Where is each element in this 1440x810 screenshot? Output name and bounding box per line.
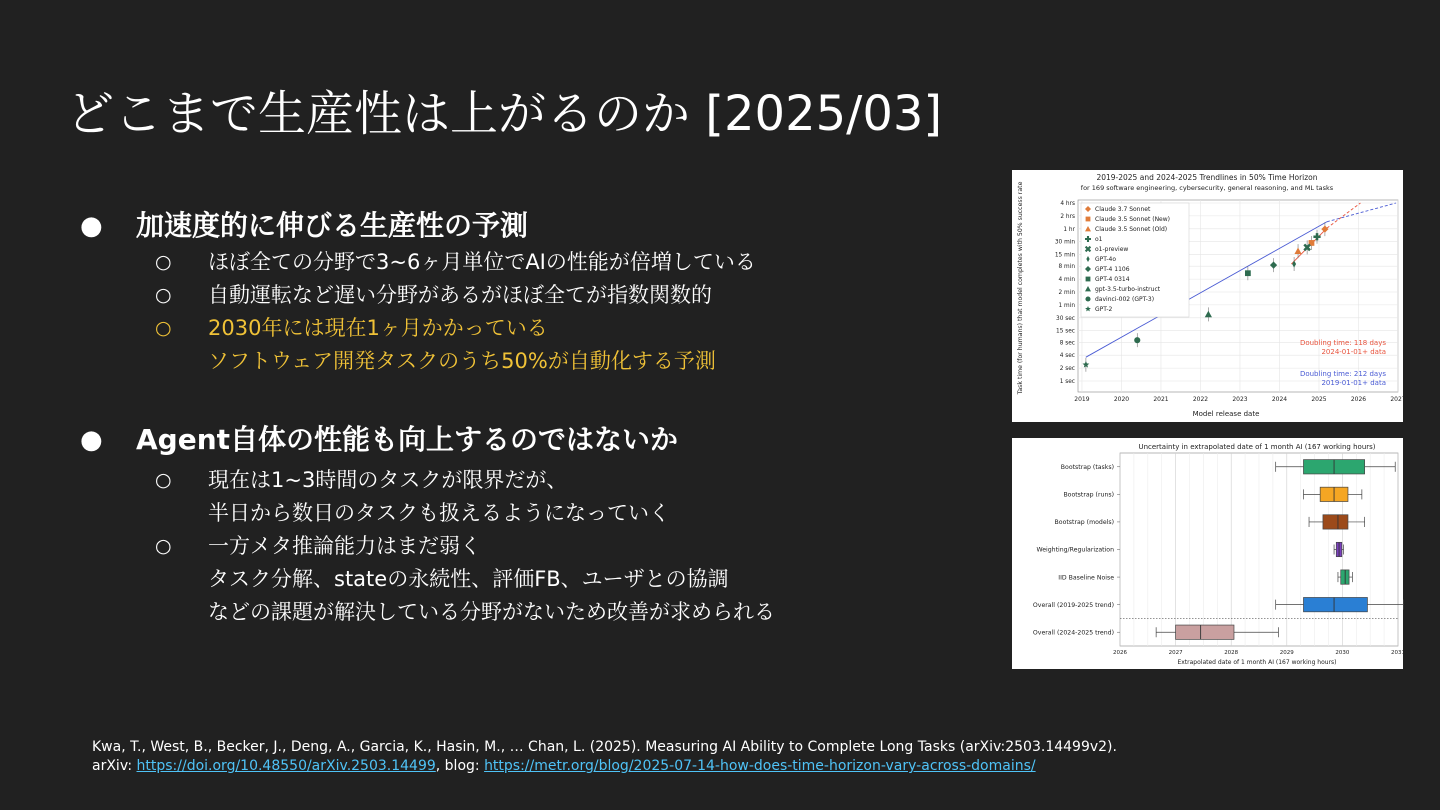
sub-bullet-circle: ○ <box>155 317 172 339</box>
sub-bullet-text: 現在は1~3時間のタスクが限界だが、 <box>208 468 568 492</box>
legend-label: GPT-4 0314 <box>1095 276 1130 284</box>
x-tick-label: 2026 <box>1350 396 1367 403</box>
y-tick-label: 4 sec <box>1059 353 1075 360</box>
box <box>1176 625 1234 639</box>
bullet-text: 加速度的に伸びる生産性の予測 <box>136 209 529 242</box>
x-tick-label: 2021 <box>1153 396 1169 403</box>
x-tick-label: 2029 <box>1279 650 1294 656</box>
y-tick-label: 1 hr <box>1063 226 1075 233</box>
y-tick-label: 15 min <box>1054 252 1075 259</box>
data-point <box>1245 270 1251 276</box>
citation <box>92 738 1292 776</box>
arxiv-link[interactable]: https://doi.org/10.48550/arXiv.2503.14499 <box>136 758 436 774</box>
x-tick-label: 2027 <box>1390 396 1406 403</box>
trendline-dashed-2019 <box>1327 203 1396 222</box>
sub-bullet-circle: ○ <box>155 284 172 306</box>
data-point <box>1292 260 1296 267</box>
data-point <box>1313 233 1320 240</box>
sub-bullet-text: ソフトウェア開発タスクのうち50%が自動化する予測 <box>208 349 716 373</box>
uncertainty-boxplot <box>1012 438 1403 669</box>
legend-label: gpt-3.5-turbo-instruct <box>1095 286 1161 294</box>
data-point <box>1294 248 1301 254</box>
time-horizon-chart <box>1012 170 1406 422</box>
category-label: Bootstrap (models) <box>1054 519 1114 527</box>
y-tick-label: 8 min <box>1058 264 1075 271</box>
chart-subtitle: for 169 software engineering, cybersecurity, general reasoning, and ML tasks <box>1080 184 1334 192</box>
x-axis-label: Model release date <box>1192 410 1260 418</box>
sub-bullet-text: 一方メタ推論能力はまだ弱く <box>208 534 481 558</box>
category-label: Overall (2019-2025 trend) <box>1032 601 1114 609</box>
x-tick-label: 2030 <box>1335 650 1350 656</box>
y-tick-label: 2 min <box>1058 290 1075 296</box>
trendline-dashed-2024 <box>1327 203 1361 228</box>
chart-title: Uncertainty in extrapolated date of 1 month AI (167 working hours) <box>1138 443 1376 451</box>
y-tick-label: 30 min <box>1054 239 1075 246</box>
sub-bullet-circle: ○ <box>155 251 172 273</box>
data-point <box>1270 262 1277 269</box>
trend-note-recent: 2024-01-01+ data <box>1321 348 1386 356</box>
legend-label: o1-preview <box>1095 246 1129 254</box>
blog-link[interactable]: https://metr.org/blog/2025-07-14-how-does-time-horizon-vary-across-domains/ <box>484 758 1036 774</box>
x-tick-label: 2019 <box>1074 396 1090 403</box>
blog-prefix: , blog: <box>435 758 485 774</box>
x-tick-label: 2026 <box>1113 650 1127 656</box>
citation-links <box>92 757 1292 776</box>
x-tick-label: 2028 <box>1224 650 1239 656</box>
sub-bullet-text: ほぼ全ての分野で3~6ヶ月単位でAIの性能が倍増している <box>208 250 756 274</box>
y-tick-label: 2 sec <box>1059 366 1075 373</box>
x-axis-label: Extrapolated date of 1 month AI (167 working hours) <box>1177 659 1337 666</box>
y-tick-label: 1 min <box>1058 302 1075 309</box>
bullet-dot: ● <box>80 425 103 455</box>
data-point <box>1134 337 1140 343</box>
x-tick-label: 2031 <box>1391 650 1405 656</box>
chart-title: 2019-2025 and 2024-2025 Trendlines in 50% Time Horizon <box>1096 173 1318 182</box>
citation-reference: Kwa, T., West, B., Becker, J., Deng, A., Garcia, K., Hasin, M., … Chan, L. (2025). Measuring AI Ability to Complete Long Tasks (arXiv:2503.14499v2). <box>92 739 1117 755</box>
bullet-text: Agent自体の性能も向上するのではないか <box>136 423 679 456</box>
data-point <box>1205 311 1212 317</box>
y-tick-label: 15 sec <box>1056 328 1075 335</box>
category-label: Bootstrap (tasks) <box>1060 463 1114 471</box>
legend-label: GPT-4 1106 <box>1095 266 1130 274</box>
legend-marker <box>1086 217 1091 222</box>
y-tick-label: 8 sec <box>1059 340 1075 347</box>
data-point <box>1321 225 1328 232</box>
legend-label: GPT-2 <box>1095 306 1113 314</box>
bullet-dot: ● <box>80 211 103 241</box>
y-tick-label: 1 sec <box>1059 379 1075 385</box>
category-label: Bootstrap (runs) <box>1063 491 1114 499</box>
legend-marker <box>1086 277 1091 282</box>
sub-bullet-circle: ○ <box>155 469 172 491</box>
sub-bullet-text: タスク分解、stateの永続性、評価FB、ユーザとの協調 <box>208 567 729 591</box>
x-tick-label: 2027 <box>1168 650 1183 656</box>
box <box>1323 515 1348 529</box>
x-tick-label: 2020 <box>1113 396 1130 403</box>
legend-label: Claude 3.5 Sonnet (New) <box>1095 216 1170 224</box>
sub-bullet-text: 自動運転など遅い分野があるがほぼ全てが指数関数的 <box>208 283 712 307</box>
slide-title: どこまで生産性は上がるのか [2025/03] <box>66 86 943 142</box>
category-label: IID Baseline Noise <box>1058 574 1114 582</box>
x-tick-label: 2022 <box>1192 396 1209 403</box>
x-tick-label: 2025 <box>1311 396 1327 403</box>
arxiv-prefix: arXiv: <box>92 758 137 774</box>
sub-bullet-text: などの課題が解決している分野がないため改善が求められる <box>208 600 775 624</box>
legend-label: GPT-4o <box>1095 256 1117 264</box>
y-axis-label: Task time (for humans) that model completes with 50% success rate <box>1017 181 1024 395</box>
legend-label: davinci-002 (GPT-3) <box>1095 296 1155 304</box>
trend-label-recent: Doubling time: 118 days <box>1299 339 1386 347</box>
x-tick-label: 2024 <box>1271 396 1288 403</box>
legend-marker <box>1085 296 1090 301</box>
box <box>1303 597 1367 611</box>
sub-bullet-text: 2030年には現在1ヶ月かかっている <box>208 316 548 340</box>
y-tick-label: 4 min <box>1058 277 1075 284</box>
boxplot-svg <box>1012 438 1403 669</box>
legend-label: Claude 3.7 Sonnet <box>1095 206 1151 214</box>
legend-label: o1 <box>1095 236 1103 244</box>
category-label: Overall (2024-2025 trend) <box>1032 629 1114 637</box>
legend-label: Claude 3.5 Sonnet (Old) <box>1095 226 1168 234</box>
trend-note-long: 2019-01-01+ data <box>1321 379 1386 387</box>
y-tick-label: 4 hrs <box>1060 201 1075 207</box>
y-tick-label: 2 hrs <box>1060 213 1075 220</box>
category-label: Weighting/Regularization <box>1036 546 1114 554</box>
sub-bullet-circle: ○ <box>155 535 172 557</box>
x-tick-label: 2023 <box>1232 396 1248 403</box>
y-tick-label: 30 sec <box>1056 315 1075 322</box>
trend-label-long: Doubling time: 212 days <box>1299 370 1386 378</box>
sub-bullet-text: 半日から数日のタスクも扱えるようになっていく <box>208 501 670 525</box>
time-horizon-svg <box>1012 170 1406 422</box>
